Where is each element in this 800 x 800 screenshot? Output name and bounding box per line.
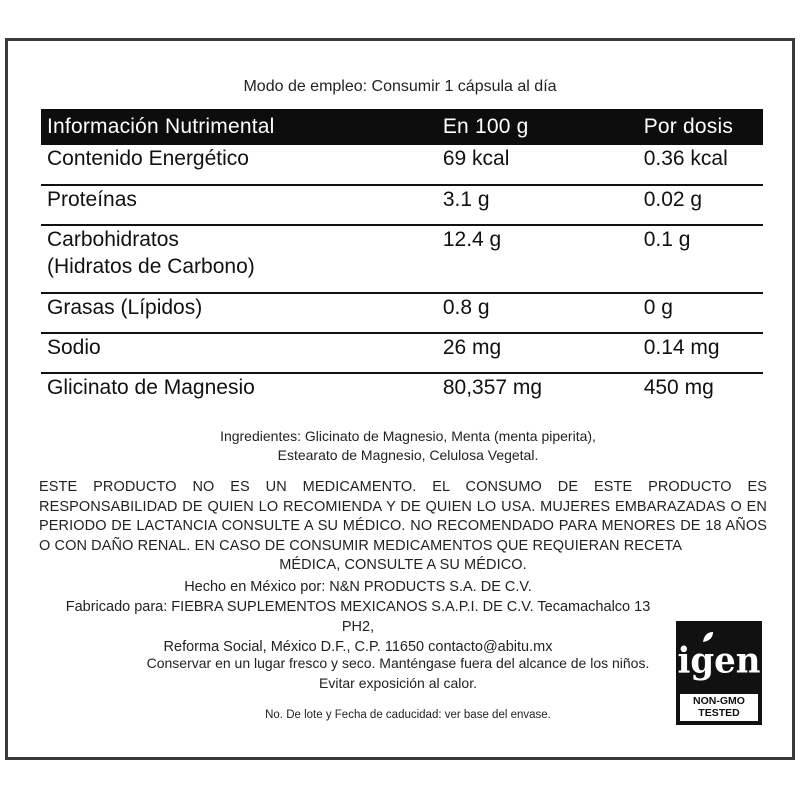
table-row: [41, 185, 763, 225]
non-gmo-tested-label: NON-GMO TESTED: [680, 694, 758, 721]
header-nutrition-info: Información Nutrimental: [41, 109, 437, 145]
table-row: [41, 145, 763, 185]
nutrient-per-dose: 0.14 mg: [638, 333, 763, 373]
nutrient-name: Grasas (Lípidos): [41, 293, 437, 333]
table-row: [41, 293, 763, 333]
nutrient-name: Contenido Energético: [47, 147, 249, 170]
ingredients-line: Ingredientes: Glicinato de Magnesio, Menta (menta piperita),: [220, 428, 596, 444]
nutrient-name-cell: [41, 225, 437, 293]
ingredients-line: Estearato de Magnesio, Celulosa Vegetal.: [277, 447, 539, 463]
nutrient-name: Proteínas: [41, 185, 437, 225]
nutrient-per-dose: 0.02 g: [638, 185, 763, 225]
ingredients-text: [108, 427, 708, 465]
nutrient-per-100g: 69 kcal: [442, 147, 510, 170]
nutrient-per-dose: 0.1 g: [638, 225, 763, 293]
usage-instructions: Modo de empleo: Consumir 1 cápsula al día: [243, 78, 557, 95]
table-row: [41, 373, 763, 410]
table-header-row: [41, 109, 763, 145]
non-gmo-badge: [676, 621, 762, 725]
storage-instructions: [108, 653, 688, 693]
nutrient-name: Carbohidratos: [47, 228, 179, 251]
nutrient-name: Sodio: [41, 333, 437, 373]
disclaimer-last-line: MÉDICA, CONSULTE A SU MÉDICO.: [279, 557, 527, 573]
nutrient-per-100g: 26 mg: [437, 333, 638, 373]
nutrient-per-dose: 0 g: [638, 293, 763, 333]
table-row: [41, 333, 763, 373]
igen-logo: igen: [677, 640, 761, 682]
nutrient-per-100g: 0.8 g: [437, 293, 638, 333]
header-per-100g: En 100 g: [437, 109, 638, 145]
storage-line: Conservar en un lugar fresco y seco. Manténgase fuera del alcance de los niños.: [146, 655, 650, 671]
nutrient-name: Glicinato de Magnesio: [41, 373, 437, 410]
nutrition-table: [41, 109, 763, 410]
table-row: [41, 225, 763, 293]
manufacturer-line: Reforma Social, México D.F., C.P. 11650 contacto@abitu.mx: [163, 639, 553, 655]
manufacturer-line: Fabricado para: FIEBRA SUPLEMENTOS MEXICANOS S.A.P.I. DE C.V. Tecamachalco 13 PH2,: [65, 599, 651, 635]
nutrient-per-100g: 3.1 g: [437, 185, 638, 225]
storage-line: Evitar exposición al calor.: [319, 675, 477, 691]
nutrient-per-dose: 0.36 kcal: [643, 147, 728, 170]
nutrient-per-100g: 12.4 g: [437, 225, 638, 293]
disclaimer-body: ESTE PRODUCTO NO ES UN MEDICAMENTO. EL CONSUMO DE ESTE PRODUCTO ES RESPONSABILIDAD DE QUIEN LO RECOMIENDA Y DE QUIEN LO USA. MUJERES EMBARAZADAS O EN PERIODO DE LACTANCIA CONSULTE A SU MÉDICO. NO RECOMENDADO PARA MENORES DE 18 AÑOS O CON DAÑO RENAL. EN CASO DE CONSUMIR MEDICAMENTOS QUE REQUIERAN RECETA: [39, 479, 767, 554]
manufacturer-info: [48, 577, 668, 657]
nutrient-name-secondary: (Hidratos de Carbono): [47, 255, 255, 278]
nutrient-per-100g: 80,357 mg: [437, 373, 638, 410]
nutrient-per-dose: 450 mg: [638, 373, 763, 410]
header-per-dose: Por dosis: [638, 109, 763, 145]
manufacturer-line: Hecho en México por: N&N PRODUCTS S.A. DE C.V.: [184, 579, 532, 595]
disclaimer-text: [39, 478, 767, 576]
label-panel: [5, 38, 795, 760]
lot-info: No. De lote y Fecha de caducidad: ver base del envase.: [265, 709, 551, 721]
